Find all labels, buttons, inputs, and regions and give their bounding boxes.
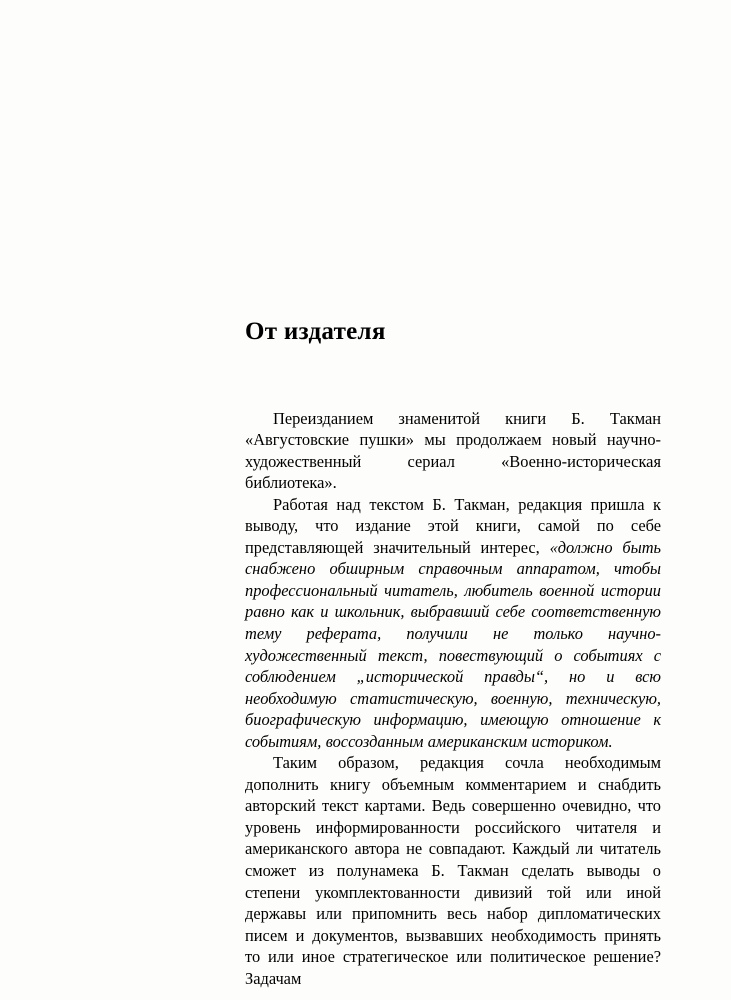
paragraph-1: Переизданием знаменитой книги Б. Такман «Августовские пушки» мы продолжаем новый научно-художественный сериал «Военно-историческая библиотека».: [245, 408, 661, 493]
page-title: От издателя: [245, 318, 386, 345]
page-text-column: [245, 0, 661, 989]
paragraph-2-lead: Работая над текстом Б. Такман, редакция пришла к выводу, что издание этой книги, самой по себе представляющей значительный интерес,: [245, 494, 661, 557]
body-text-block: [245, 408, 661, 990]
paragraph-2: [245, 494, 661, 753]
paragraph-2-italic-quote: «должно быть снабжено обширным справочным аппаратом, чтобы профессиональный читатель, любитель военной истории равно как и школьник, выбравший себе соответственную тему реферата, получили не только научно-художественный текст, повествующий о событиях с соблюдением „исторической правды“, но и всю необходимую статистическую, военную, техническую, биографическую информацию, имеющую отношение к событиям, воссозданным американским историком.: [245, 537, 661, 751]
paragraph-3: Таким образом, редакция сочла необходимым дополнить книгу объемным комментарием и снабдить авторский текст картами. Ведь совершенно очевидно, что уровень информированности российского читателя и американского автора не совпадают. Каждый ли читатель сможет из полунамека Б. Такман сделать выводы о степени укомплектованности дивизий той или иной державы или припомнить весь набор дипломатических писем и документов, вызвавших необходимость принять то или иное стратегическое или политическое решение? Задачам: [245, 753, 661, 988]
